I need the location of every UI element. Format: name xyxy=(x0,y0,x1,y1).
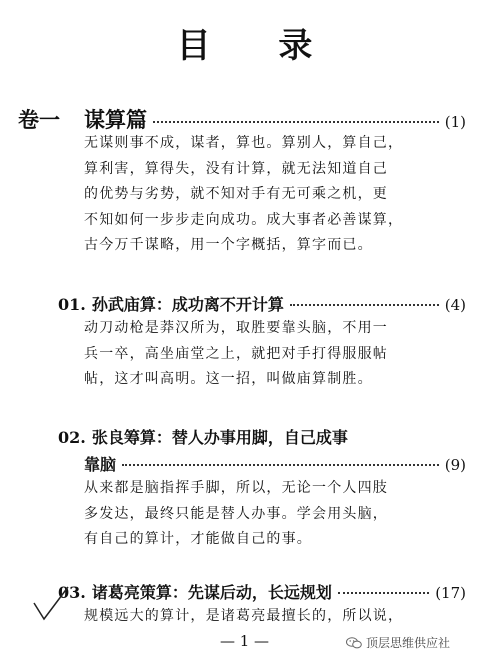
toc-chapter-entry[interactable] xyxy=(58,292,466,315)
page-ref: (17) xyxy=(435,584,466,602)
desc-line: 从来都是脑指挥手脚，所以，无论一个人四肢 xyxy=(84,480,388,496)
page-ref: (9) xyxy=(444,456,466,474)
wechat-icon xyxy=(346,637,362,649)
watermark-text: 顶层思维供应社 xyxy=(366,636,451,650)
check-mark-icon xyxy=(30,585,70,625)
volume-name: 谋算篇 xyxy=(84,108,147,132)
toc-chapter-entry[interactable] xyxy=(58,580,466,603)
toc-volume-entry[interactable] xyxy=(18,104,466,134)
desc-line: 规模远大的算计，是诸葛亮最擅长的，所以说， xyxy=(84,608,404,624)
chapter-description xyxy=(84,604,403,630)
desc-line: 动刀动枪是莽汉所为，取胜要靠头脑，不用一 xyxy=(84,320,388,336)
watermark xyxy=(346,634,450,651)
toc-chapter-entry[interactable] xyxy=(58,425,466,448)
desc-line: 兵一卒，高坐庙堂之上，就把对手打得服服帖 xyxy=(84,345,388,362)
chapter-description xyxy=(84,316,388,393)
volume-label: 卷一 xyxy=(18,108,60,132)
desc-line: 有自己的算计，才能做自己的事。 xyxy=(84,531,312,547)
desc-line: 无谋则事不成，谋者，算也。算别人，算自己， xyxy=(84,135,404,151)
dot-leader xyxy=(338,592,429,594)
dot-leader xyxy=(122,464,439,466)
chapter-title: 张良筹算：替人办事用脚，自己成事 xyxy=(91,428,348,447)
chapter-number: 03. xyxy=(58,583,86,602)
desc-line: 帖，这才叫高明。这一招，叫做庙算制胜。 xyxy=(84,371,373,387)
page-ref: (4) xyxy=(444,296,466,314)
desc-line: 古今万千谋略，用一个字概括，算字而已。 xyxy=(84,237,373,253)
chapter-number: 02. xyxy=(58,428,86,447)
chapter-title-continued: 靠脑 xyxy=(84,455,117,474)
chapter-description xyxy=(84,476,388,553)
page-title: 目 录 xyxy=(176,26,341,66)
page-ref: (1) xyxy=(444,113,466,131)
dot-leader xyxy=(153,121,439,123)
desc-line: 算利害，算得失，没有计算，就无法知道自己 xyxy=(84,160,388,177)
dot-leader xyxy=(290,304,439,306)
desc-line: 的优势与劣势，就不知对手有无可乘之机，更 xyxy=(84,186,388,202)
toc-chapter-entry-continued[interactable] xyxy=(84,452,466,475)
desc-line: 多发达，最终只能是替人办事。学会用头脑， xyxy=(84,505,388,522)
chapter-title: 孙武庙算：成功离不开计算 xyxy=(91,295,284,314)
chapter-number: 01. xyxy=(58,295,86,314)
volume-description xyxy=(84,131,403,259)
chapter-title: 诸葛亮策算：先谋后动，长远规划 xyxy=(91,583,332,602)
desc-line: 不知如何一步步走向成功。成大事者必善谋算， xyxy=(84,211,404,228)
page-number: — 1 — xyxy=(219,632,270,650)
